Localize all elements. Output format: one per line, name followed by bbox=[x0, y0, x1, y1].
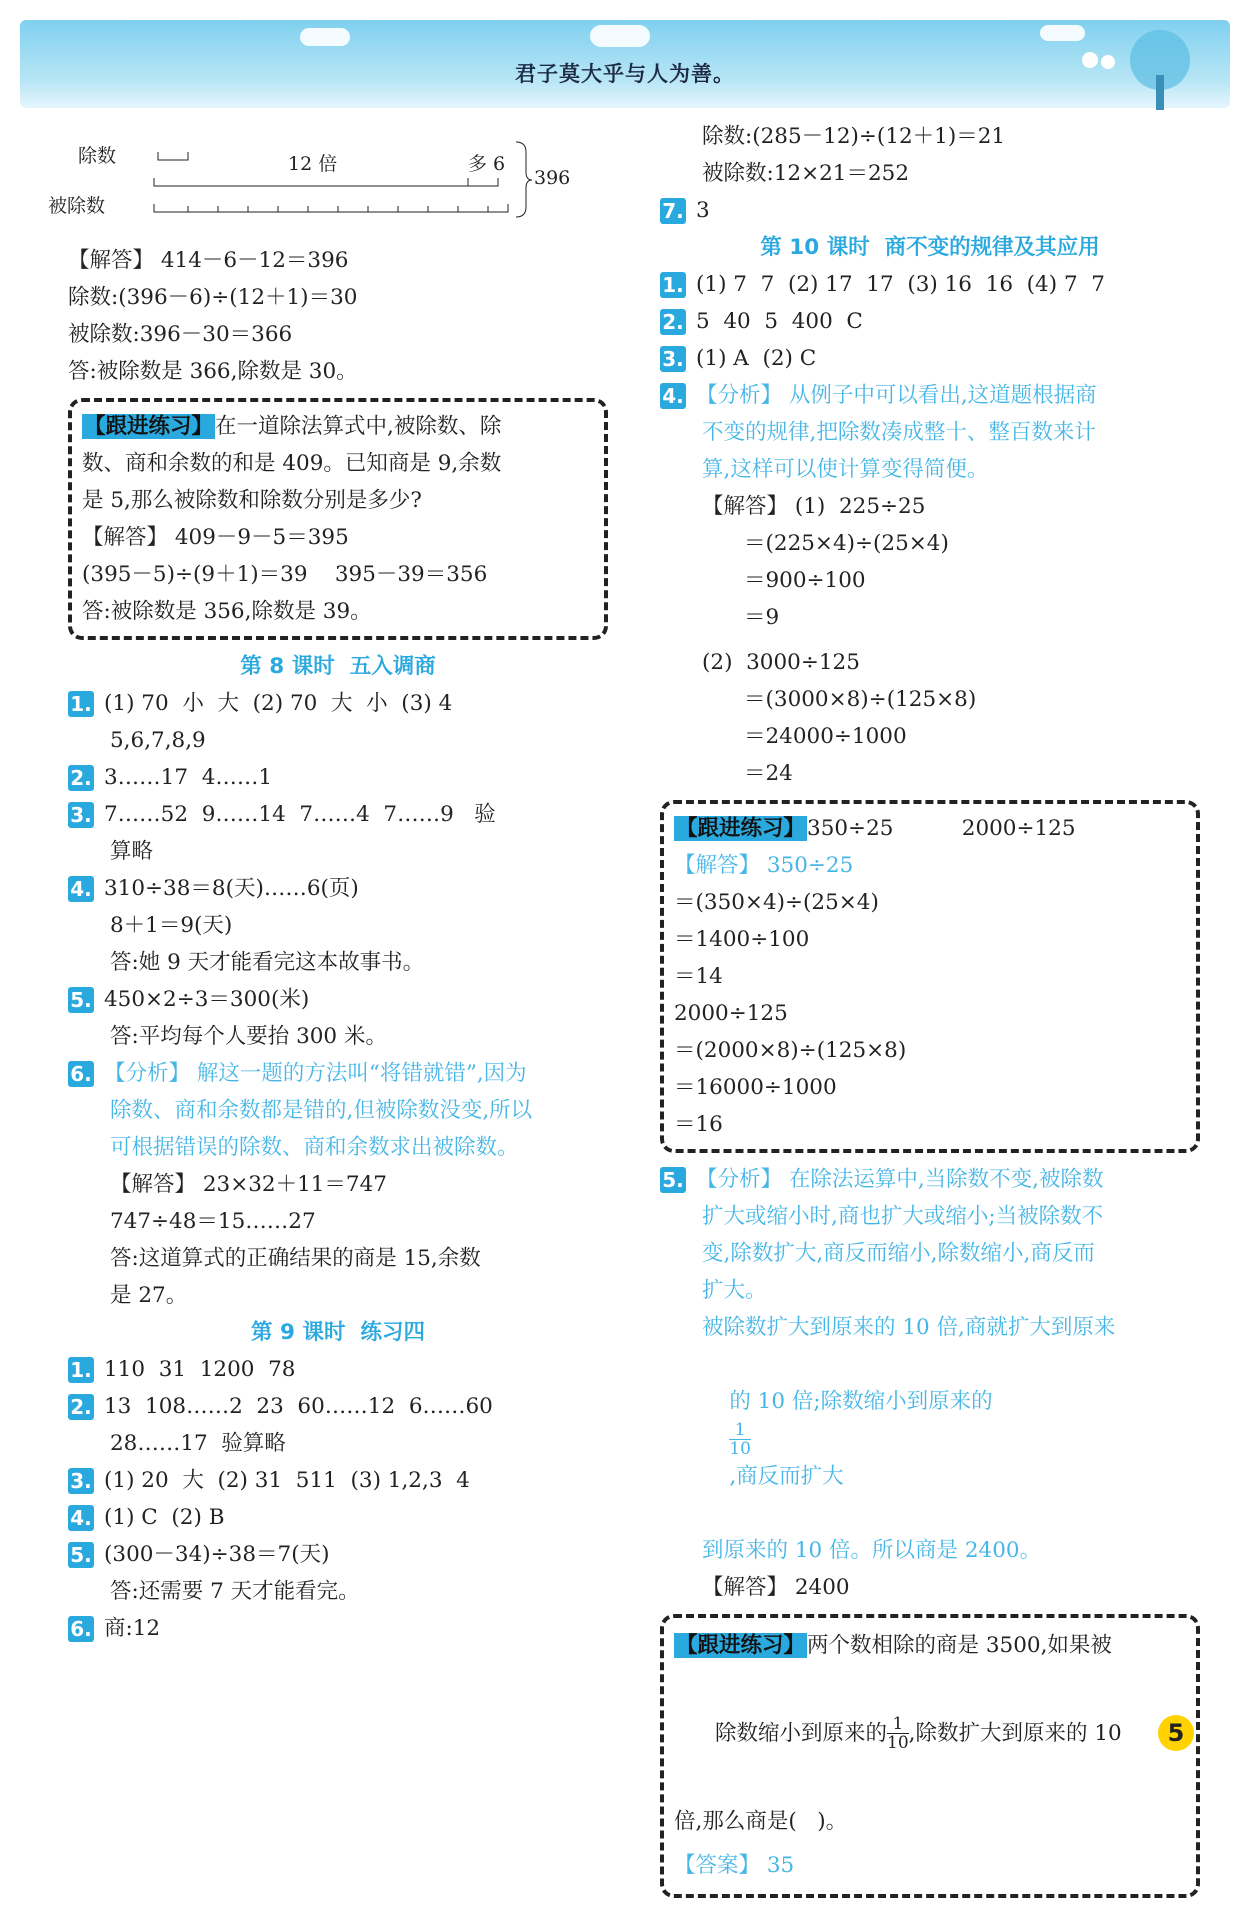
section-title: 第 10 课时 商不变的规律及其应用 bbox=[760, 235, 1100, 260]
text-line: 答:被除数是 356,除数是 39。 bbox=[82, 599, 372, 624]
question-number: 3. bbox=[660, 346, 686, 372]
answer-text: 【解答】 (1) 225÷25 bbox=[702, 494, 926, 519]
text-line: 数、商和余数的和是 409。已知商是 9,余数 bbox=[82, 451, 502, 476]
total-label: 396 bbox=[534, 167, 571, 189]
answer-text: 算略 bbox=[110, 839, 154, 864]
header-motto: 君子莫大乎与人为善。 bbox=[515, 62, 735, 86]
fraction-denominator: 10 bbox=[887, 1733, 909, 1753]
text-line: 在一道除法算式中,被除数、除 bbox=[215, 414, 502, 439]
question-number: 5. bbox=[68, 1542, 94, 1568]
answer-text: ＝900÷100 bbox=[744, 568, 866, 593]
answer-text: 答:这道算式的正确结果的商是 15,余数 bbox=[110, 1246, 481, 1271]
analysis-text: 被除数扩大到原来的 10 倍,商就扩大到原来 bbox=[702, 1315, 1116, 1340]
answer-text: (1) 7 7 (2) 17 17 (3) 16 16 (4) 7 7 bbox=[696, 272, 1105, 297]
divisor-label: 除数 bbox=[78, 145, 117, 167]
text-line: ＝16 bbox=[674, 1112, 723, 1137]
question-number: 2. bbox=[68, 765, 94, 791]
left-column bbox=[48, 122, 608, 1647]
answer-text: (1) 70 小 大 (2) 70 大 小 (3) 4 bbox=[104, 691, 453, 716]
answer-text: (1) C (2) B bbox=[104, 1505, 225, 1530]
answer-text: 28……17 验算略 bbox=[110, 1431, 286, 1456]
analysis-text: 扩大或缩小时,商也扩大或缩小;当被除数不 bbox=[702, 1204, 1104, 1229]
text-line: 是 5,那么被除数和除数分别是多少? bbox=[82, 488, 422, 513]
answer-text: 450×2÷3＝300(米) bbox=[104, 987, 310, 1012]
question-number: 5. bbox=[660, 1167, 686, 1193]
fraction-denominator: 10 bbox=[729, 1438, 751, 1459]
text-line: (395－5)÷(9＋1)＝39 395－39＝356 bbox=[82, 562, 488, 587]
analysis-text: 不变的规律,把除数凑成整十、整百数来计 bbox=[702, 420, 1096, 445]
extra-label: 多 6 bbox=[468, 153, 506, 175]
text-line: ＝(2000×8)÷(125×8) bbox=[674, 1038, 907, 1063]
question-number: 6. bbox=[68, 1616, 94, 1642]
question-number: 4. bbox=[660, 383, 686, 409]
answer-text: 5 40 5 400 C bbox=[696, 309, 863, 334]
answer-text: ＝(225×4)÷(25×4) bbox=[744, 531, 949, 556]
practice-box bbox=[68, 398, 608, 640]
analysis-text: 的 10 倍;除数缩小到原来的 bbox=[729, 1389, 993, 1414]
section-title: 第 9 课时 练习四 bbox=[251, 1320, 425, 1345]
analysis-text: 【分析】 从例子中可以看出,这道题根据商 bbox=[696, 383, 1097, 408]
analysis-text: 【分析】 在除法运算中,当除数不变,被除数 bbox=[696, 1167, 1104, 1192]
fraction bbox=[729, 1421, 751, 1458]
question-number: 4. bbox=[68, 1505, 94, 1531]
answer-text: 是 27。 bbox=[110, 1283, 188, 1308]
answer-text: 110 31 1200 78 bbox=[104, 1357, 296, 1382]
answer-text: 7……52 9……14 7……4 7……9 验 bbox=[104, 802, 496, 827]
tree-icon bbox=[1060, 30, 1210, 110]
answer-text: 5,6,7,8,9 bbox=[110, 728, 206, 753]
question-number: 5. bbox=[68, 987, 94, 1013]
analysis-text: 【分析】 解这一题的方法叫“将错就错”,因为 bbox=[104, 1061, 527, 1086]
question-number: 4. bbox=[68, 876, 94, 902]
answer-text: (2) 3000÷125 bbox=[702, 650, 860, 675]
text-line-with-fraction bbox=[674, 1668, 1186, 1800]
text-line: 两个数相除的商是 3500,如果被 bbox=[807, 1632, 1112, 1658]
answer-text: 被除数:12×21＝252 bbox=[702, 161, 910, 186]
practice-tag: 【跟进练习】 bbox=[676, 816, 806, 841]
question-number: 2. bbox=[660, 309, 686, 335]
answer-text: (1) 20 大 (2) 31 511 (3) 1,2,3 4 bbox=[104, 1468, 470, 1493]
fraction-numerator: 1 bbox=[887, 1715, 909, 1734]
answer-text: ＝24 bbox=[744, 761, 793, 786]
text-line: 答:被除数是 366,除数是 30。 bbox=[68, 359, 358, 384]
question-number: 1. bbox=[68, 1357, 94, 1383]
answer-text: 除数:(285－12)÷(12＋1)＝21 bbox=[702, 124, 1006, 149]
answer-text: 8＋1＝9(天) bbox=[110, 913, 233, 938]
line-diagram bbox=[38, 122, 608, 242]
analysis-text: 除数、商和余数都是错的,但被除数没变,所以 bbox=[110, 1098, 533, 1123]
answer-text: 答:还需要 7 天才能看完。 bbox=[110, 1579, 360, 1604]
answer-text: 310÷38＝8(天)……6(页) bbox=[104, 876, 359, 901]
analysis-text: 变,除数扩大,商反而缩小,除数缩小,商反而 bbox=[702, 1241, 1095, 1266]
question-number: 6. bbox=[68, 1061, 94, 1087]
text-line: 除数:(396－6)÷(12＋1)＝30 bbox=[68, 285, 358, 310]
text-line: ,除数扩大到原来的 10 bbox=[908, 1720, 1122, 1746]
analysis-text: 算,这样可以使计算变得简便。 bbox=[702, 457, 989, 482]
text-line: ＝(350×4)÷(25×4) bbox=[674, 890, 879, 915]
answer-text: ＝9 bbox=[744, 605, 780, 630]
answer-text: 13 108……2 23 60……12 6……60 bbox=[104, 1394, 493, 1419]
text-line: 【解答】 350÷25 bbox=[674, 853, 854, 878]
analysis-text: 扩大。 bbox=[702, 1278, 767, 1303]
answer-text: 答:她 9 天才能看完这本故事书。 bbox=[110, 950, 425, 975]
cloud-icon bbox=[300, 28, 350, 46]
practice-tag: 【跟进练习】 bbox=[84, 414, 214, 439]
text-line: 倍,那么商是( )。 bbox=[674, 1808, 848, 1834]
answer-text: (300－34)÷38＝7(天) bbox=[104, 1542, 330, 1567]
text-line: 被除数:396－30＝366 bbox=[68, 322, 293, 347]
dividend-label: 被除数 bbox=[48, 195, 106, 217]
answer-text: ＝(3000×8)÷(125×8) bbox=[744, 687, 977, 712]
analysis-text: ,商反而扩大 bbox=[729, 1463, 844, 1489]
question-number: 3. bbox=[68, 802, 94, 828]
right-column bbox=[660, 118, 1200, 1906]
text-line: 【解答】 409－9－5＝395 bbox=[82, 525, 349, 550]
times-label: 12 倍 bbox=[288, 153, 338, 175]
answer-text: 3 bbox=[696, 198, 710, 223]
question-number: 7. bbox=[660, 198, 686, 224]
question-number: 1. bbox=[68, 691, 94, 717]
answer-text: 3……17 4……1 bbox=[104, 765, 273, 790]
text-line: ＝14 bbox=[674, 964, 723, 989]
text-line: 2000÷125 bbox=[674, 1001, 788, 1026]
text-line: 【解答】 414－6－12＝396 bbox=[68, 248, 349, 273]
answer-text: 【解答】 23×32＋11＝747 bbox=[110, 1172, 387, 1197]
text-line: 【答案】 35 bbox=[674, 1852, 795, 1878]
question-number: 2. bbox=[68, 1394, 94, 1420]
analysis-text: 到原来的 10 倍。所以商是 2400。 bbox=[702, 1537, 1042, 1563]
answer-text: 答:平均每个人要抬 300 米。 bbox=[110, 1024, 387, 1049]
analysis-text: 可根据错误的除数、商和余数求出被除数。 bbox=[110, 1135, 519, 1160]
analysis-line-with-fraction bbox=[660, 1346, 1200, 1532]
answer-text: 747÷48＝15……27 bbox=[110, 1209, 316, 1234]
answer-text: (1) A (2) C bbox=[696, 346, 817, 371]
section-title: 第 8 课时 五入调商 bbox=[240, 654, 436, 679]
header-banner bbox=[20, 20, 1230, 108]
practice-box bbox=[660, 800, 1200, 1153]
page-number: 5 bbox=[1158, 1715, 1194, 1751]
question-number: 1. bbox=[660, 272, 686, 298]
text-line: ＝16000÷1000 bbox=[674, 1075, 837, 1100]
answer-text: 【解答】 2400 bbox=[702, 1574, 850, 1600]
text-line: 350÷25 2000÷125 bbox=[807, 816, 1076, 841]
answer-text: ＝24000÷1000 bbox=[744, 724, 907, 749]
text-line: 除数缩小到原来的 bbox=[715, 1720, 888, 1746]
fraction bbox=[887, 1715, 909, 1752]
practice-tag: 【跟进练习】 bbox=[676, 1632, 806, 1658]
text-line: ＝1400÷100 bbox=[674, 927, 810, 952]
answer-text: 商:12 bbox=[104, 1616, 161, 1641]
fraction-numerator: 1 bbox=[729, 1421, 751, 1440]
cloud-icon bbox=[590, 25, 650, 47]
practice-box bbox=[660, 1614, 1200, 1898]
question-number: 3. bbox=[68, 1468, 94, 1494]
